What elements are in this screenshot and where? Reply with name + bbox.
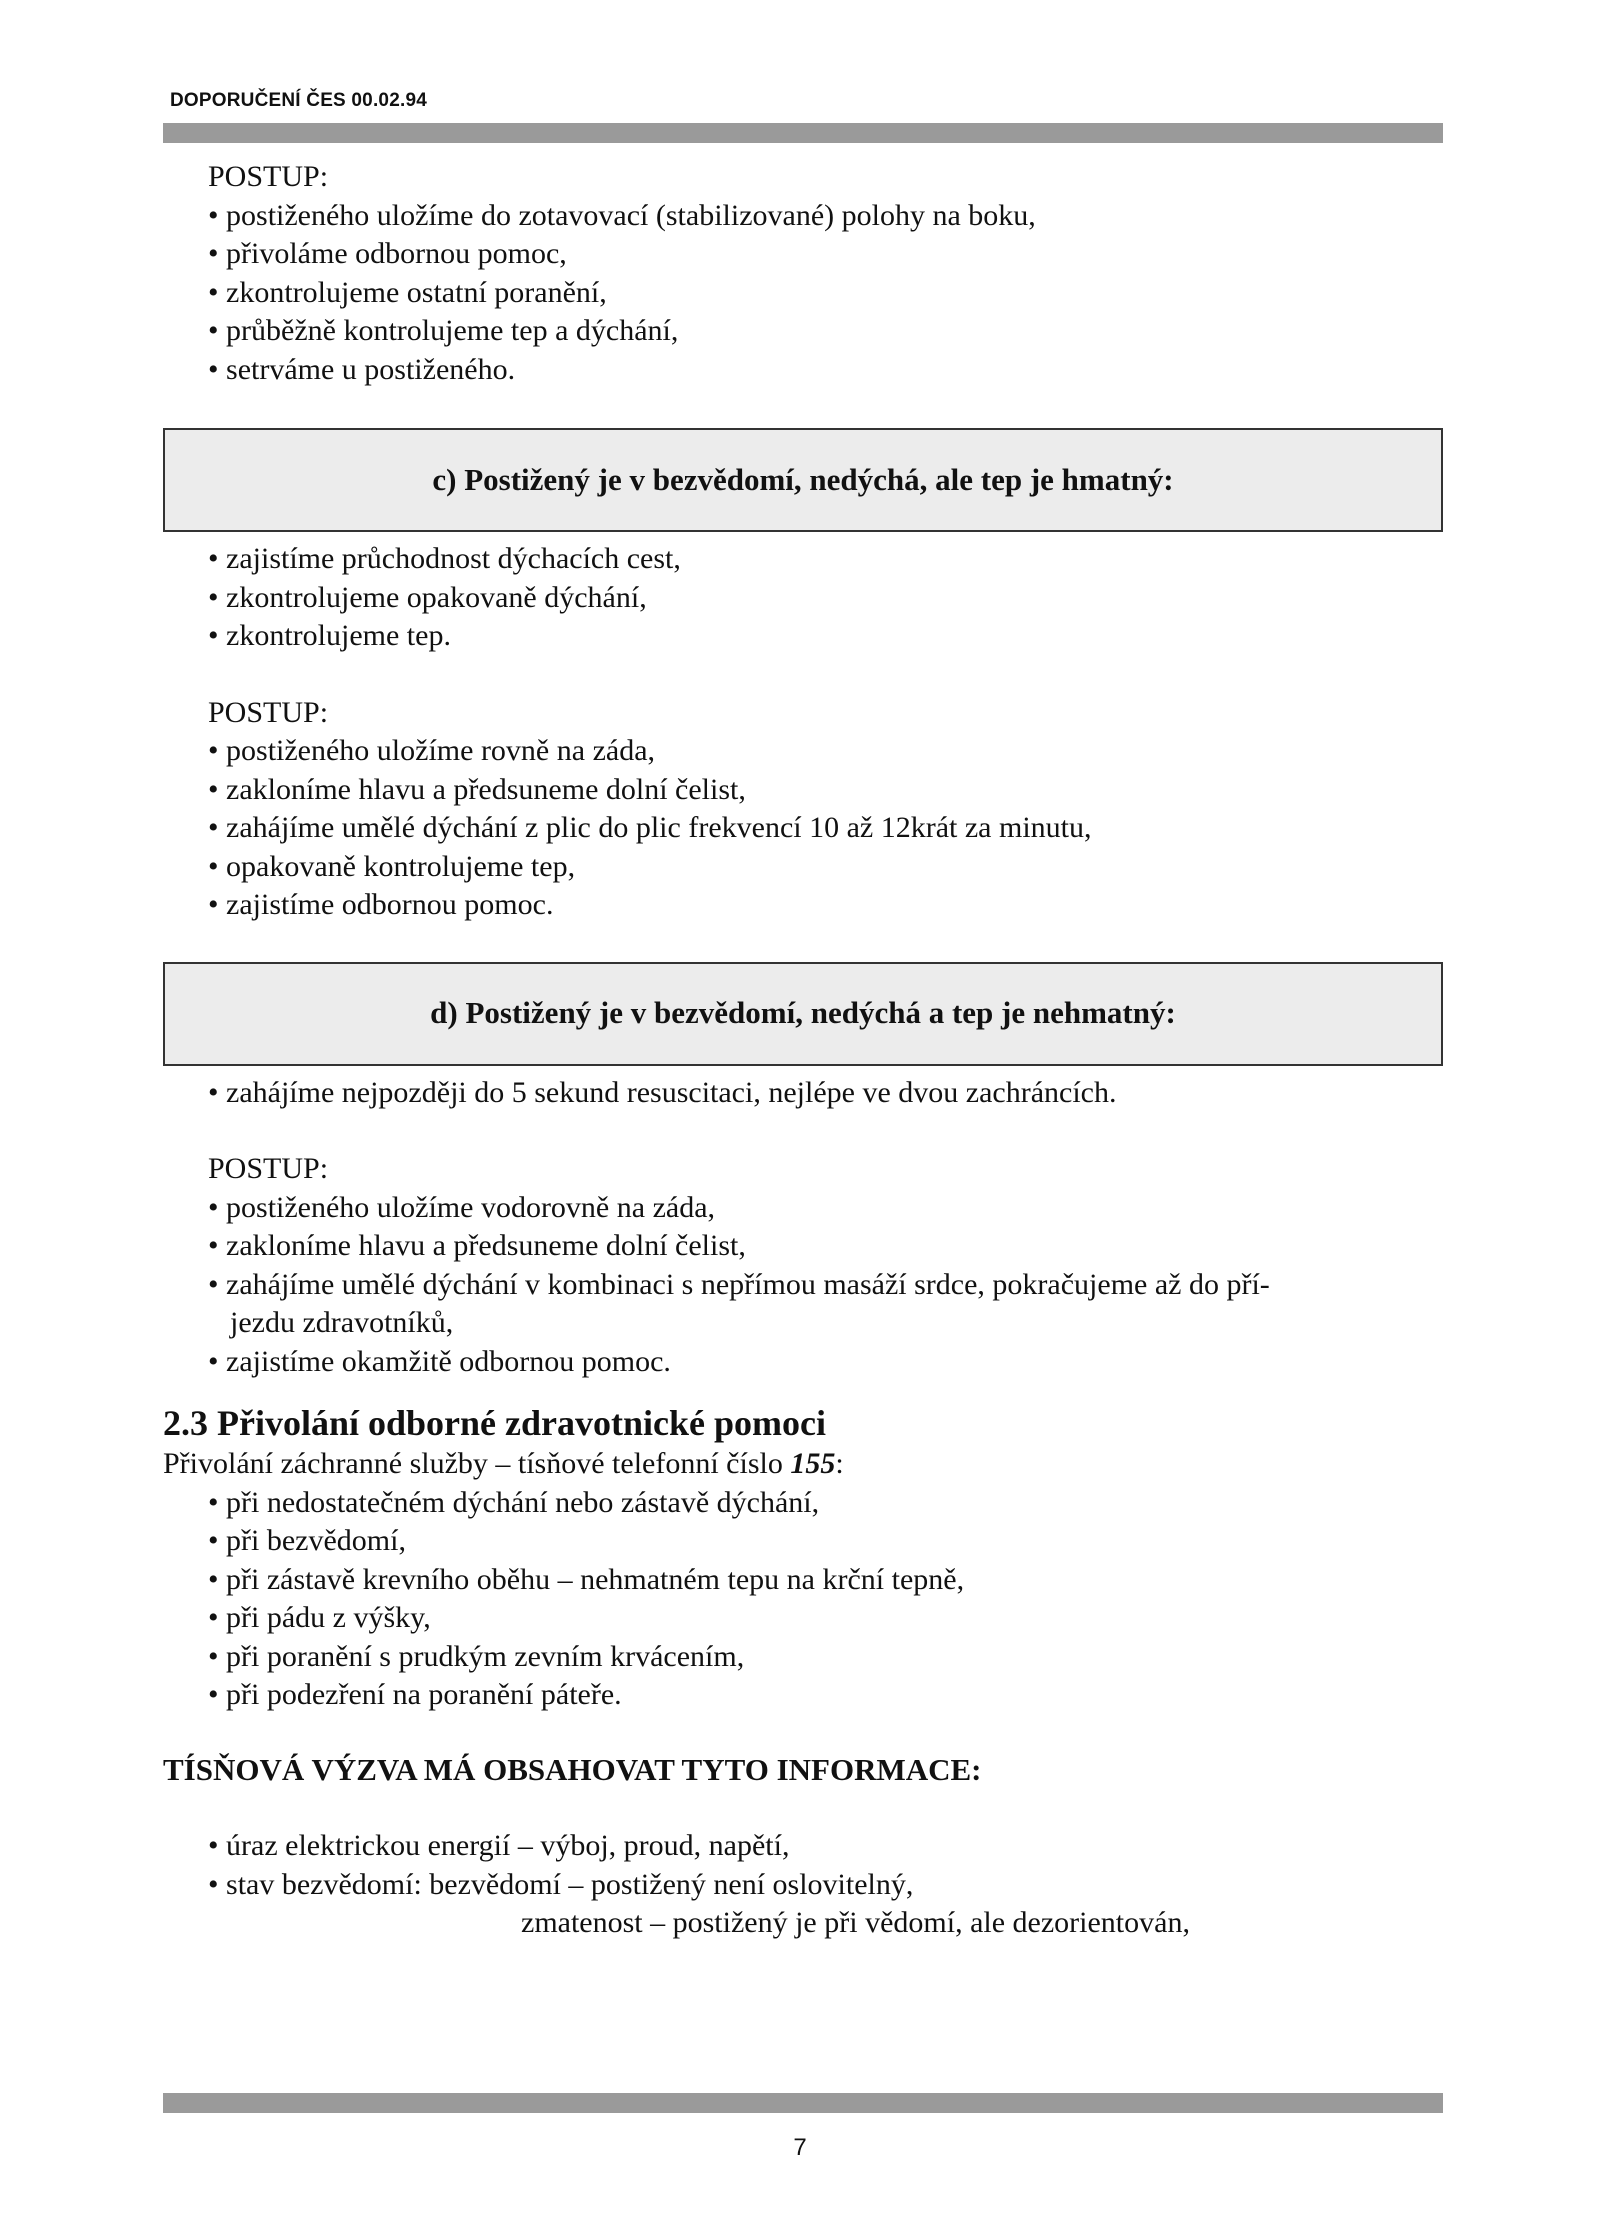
intro-suffix: :: [835, 1447, 844, 1480]
footer-rule: [163, 2093, 1443, 2113]
section-heading: 2.3 Přivolání odborné zdravotnické pomoci: [163, 1403, 826, 1443]
list-item: • zahájíme umělé dýchání z plic do plic frekvencí 10 až 12krát za minutu,: [208, 809, 1443, 848]
section-d-title: d) Postižený je v bezvědomí, nedýchá a tep je nehmatný:: [430, 995, 1176, 1031]
list-item: • postiženého uložíme vodorovně na záda,: [208, 1189, 1443, 1228]
list-item: • zajistíme odbornou pomoc.: [208, 886, 1443, 925]
section-d-checks: [163, 1074, 1443, 1113]
section-b-procedure: [163, 158, 1443, 389]
section-c-checks: [163, 540, 1443, 656]
emergency-call-heading: TÍSŇOVÁ VÝZVA MÁ OBSAHOVAT TYTO INFORMACE:: [163, 1751, 982, 1787]
list-item: • setrváme u postiženého.: [208, 351, 1443, 390]
emergency-call-list: [163, 1827, 1443, 1943]
list-item: • při poranění s prudkým zevním krvácením,: [208, 1638, 1443, 1677]
list-item: • při zástavě krevního oběhu – nehmatném tepu na krční tepně,: [208, 1561, 1443, 1600]
list-item: • zajistíme průchodnost dýchacích cest,: [208, 540, 1443, 579]
header-rule: [163, 123, 1443, 143]
list-item: • průběžně kontrolujeme tep a dýchání,: [208, 312, 1443, 351]
page-header: DOPORUČENÍ ČES 00.02.94: [170, 90, 427, 111]
list-item: • postiženého uložíme rovně na záda,: [208, 732, 1443, 771]
section-c-title: c) Postižený je v bezvědomí, nedýchá, ale tep je hmatný:: [432, 461, 1174, 497]
list-item: • při pádu z výšky,: [208, 1599, 1443, 1638]
list-item: • zakloníme hlavu a předsuneme dolní čelist,: [208, 1227, 1443, 1266]
list-item: • zahájíme umělé dýchání v kombinaci s nepřímou masáží srdce, pokračujeme až do pří-: [208, 1266, 1443, 1305]
list-item: • přivoláme odbornou pomoc,: [208, 235, 1443, 274]
call-reasons-list: [163, 1484, 1443, 1715]
intro-text: Přivolání záchranné služby – tísňové telefonní číslo: [163, 1447, 791, 1480]
list-item: • opakovaně kontrolujeme tep,: [208, 848, 1443, 887]
list-item: • zajistíme okamžitě odbornou pomoc.: [208, 1343, 1443, 1382]
page-number: 7: [793, 2134, 807, 2161]
section-c-title-box: [163, 428, 1443, 532]
list-item: • úraz elektrickou energií – výboj, proud, napětí,: [208, 1827, 1443, 1866]
list-item: • zakloníme hlavu a předsuneme dolní čelist,: [208, 771, 1443, 810]
list-item: • stav bezvědomí: bezvědomí – postižený není oslovitelný,: [208, 1866, 1443, 1905]
list-item: • zkontrolujeme opakovaně dýchání,: [208, 579, 1443, 618]
procedure-label: POSTUP:: [208, 695, 329, 729]
list-item: • zkontrolujeme tep.: [208, 617, 1443, 656]
section-d-title-box: [163, 962, 1443, 1066]
list-item: • při nedostatečném dýchání nebo zástavě dýchání,: [208, 1484, 1443, 1523]
list-item: • při bezvědomí,: [208, 1522, 1443, 1561]
procedure-label: POSTUP:: [208, 1152, 329, 1185]
list-item: • zkontrolujeme ostatní poranění,: [208, 274, 1443, 313]
section-d-procedure: [163, 1150, 1443, 1381]
list-item: • postiženého uložíme do zotavovací (stabilizované) polohy na boku,: [208, 197, 1443, 236]
list-item: • při podezření na poranění páteře.: [208, 1676, 1443, 1715]
list-item-continuation: zmatenost – postižený je při vědomí, ale dezorientován,: [521, 1906, 1190, 1939]
page-content: [163, 158, 1443, 1943]
section-c-procedure: [163, 694, 1443, 925]
section-intro: [163, 1445, 1443, 1484]
emergency-number: 155: [790, 1447, 836, 1480]
list-item: • zahájíme nejpozději do 5 sekund resuscitaci, nejlépe ve dvou zachráncích.: [208, 1074, 1443, 1113]
list-item-continuation: jezdu zdravotníků,: [230, 1306, 454, 1339]
procedure-label: POSTUP:: [208, 160, 329, 193]
